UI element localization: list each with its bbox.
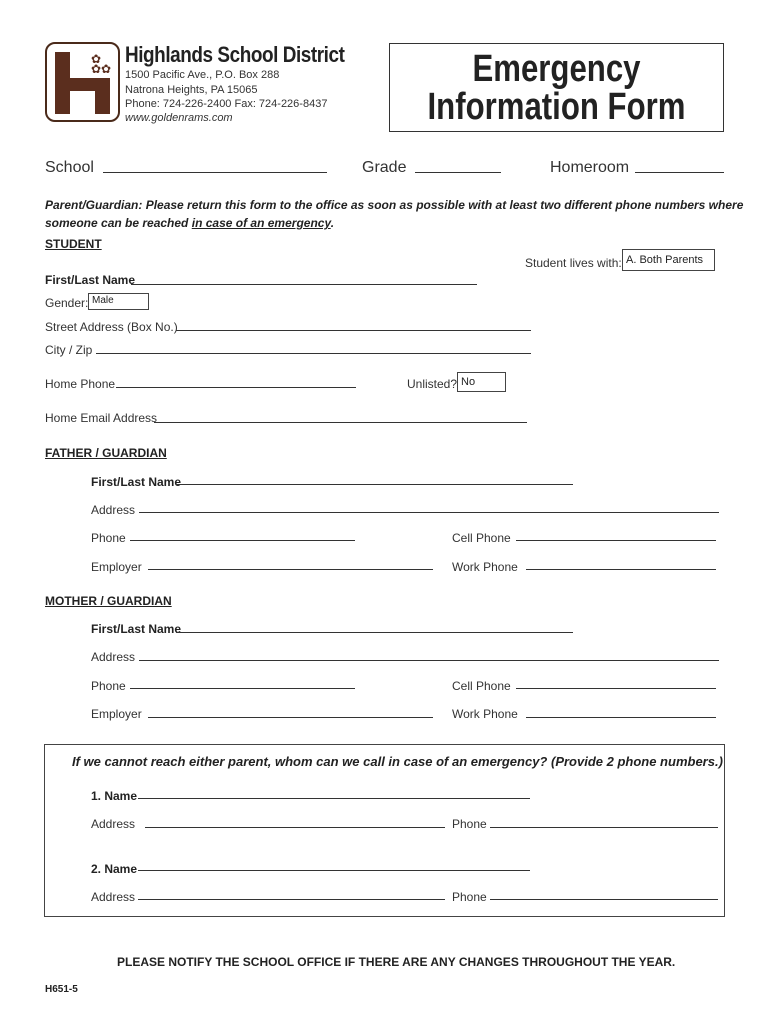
instructions-text: someone can be reached [45, 216, 192, 230]
contact2-phone-field[interactable] [490, 899, 718, 900]
logo-h-right-bar [95, 78, 110, 114]
footer-notice: PLEASE NOTIFY THE SCHOOL OFFICE IF THERE ARE ANY CHANGES THROUGHOUT THE YEAR. [117, 955, 676, 969]
email-label: Home Email Address [45, 411, 158, 425]
contact1-phone-field[interactable] [490, 827, 718, 828]
contact1-name-field[interactable] [138, 798, 530, 799]
mother-address-field[interactable] [139, 660, 719, 661]
form-title-line2: Information Form [427, 86, 686, 128]
logo-flower-icon: ✿ ✿✿ [91, 52, 112, 76]
father-cell-field[interactable] [516, 540, 716, 541]
school-field[interactable] [103, 172, 327, 173]
father-employer-label: Employer [91, 560, 142, 574]
instructions-line1: Parent/Guardian: Please return this form to the office as soon as possible with at least two different phone numbers where [45, 198, 744, 212]
mother-heading: MOTHER / GUARDIAN [45, 594, 172, 608]
student-name-field[interactable] [131, 284, 477, 285]
street-address-label: Street Address (Box No.) [45, 320, 178, 334]
home-phone-field[interactable] [116, 387, 356, 388]
district-name: Highlands School District [125, 42, 345, 67]
mother-employer-label: Employer [91, 707, 142, 721]
school-label: School [45, 159, 94, 176]
gender-select[interactable]: Male [88, 293, 149, 310]
mother-cell-label: Cell Phone [452, 679, 511, 693]
father-cell-label: Cell Phone [452, 531, 511, 545]
mother-work-label: Work Phone [452, 707, 518, 721]
grade-label: Grade [362, 159, 407, 176]
mother-cell-field[interactable] [516, 688, 716, 689]
contact1-address-label: Address [91, 817, 136, 831]
father-address-label: Address [91, 503, 136, 517]
student-name-label: First/Last Name [45, 273, 136, 287]
instructions-emphasis: in case of an emergency [191, 216, 331, 230]
form-code: H651-5 [45, 984, 78, 995]
contact2-phone-label: Phone [452, 890, 487, 904]
mother-phone-label: Phone [91, 679, 126, 693]
contact2-name-label: 2. Name [91, 862, 138, 876]
district-phone-fax: Phone: 724-226-2400 Fax: 724-226-8437 [125, 98, 328, 110]
mother-address-label: Address [91, 650, 136, 664]
father-heading: FATHER / GUARDIAN [45, 446, 167, 460]
homeroom-label: Homeroom [550, 159, 630, 176]
homeroom-field[interactable] [635, 172, 724, 173]
email-field[interactable] [154, 422, 527, 423]
mother-work-field[interactable] [526, 717, 716, 718]
street-address-field[interactable] [176, 330, 531, 331]
emergency-question: If we cannot reach either parent, whom can we call in case of an emergency? (Provide 2 phone numbers.) [72, 754, 723, 769]
mother-employer-field[interactable] [148, 717, 433, 718]
home-phone-label: Home Phone [45, 377, 116, 391]
contact2-address-field[interactable] [138, 899, 445, 900]
father-phone-label: Phone [91, 531, 126, 545]
lives-with-label: Student lives with: [525, 256, 622, 270]
father-name-field[interactable] [176, 484, 573, 485]
father-phone-field[interactable] [130, 540, 355, 541]
instructions-period: . [330, 216, 335, 230]
contact2-name-field[interactable] [138, 870, 530, 871]
district-address-line2: Natrona Heights, PA 15065 [125, 84, 258, 96]
district-logo [45, 42, 120, 122]
mother-phone-field[interactable] [130, 688, 355, 689]
unlisted-label: Unlisted? [407, 377, 458, 391]
contact1-address-field[interactable] [145, 827, 445, 828]
unlisted-select[interactable]: No [457, 372, 506, 392]
contact2-address-label: Address [91, 890, 136, 904]
contact1-phone-label: Phone [452, 817, 487, 831]
father-name-label: First/Last Name [91, 475, 182, 489]
city-zip-field[interactable] [96, 353, 531, 354]
father-address-field[interactable] [139, 512, 719, 513]
gender-label: Gender: [45, 296, 89, 310]
father-work-label: Work Phone [452, 560, 518, 574]
contact1-name-label: 1. Name [91, 789, 138, 803]
instructions-line2 [45, 216, 334, 230]
father-employer-field[interactable] [148, 569, 433, 570]
district-address-line1: 1500 Pacific Ave., P.O. Box 288 [125, 69, 280, 81]
student-heading: STUDENT [45, 237, 102, 251]
emergency-contacts-box [44, 744, 725, 917]
lives-with-select[interactable]: A. Both Parents [622, 249, 715, 271]
mother-name-label: First/Last Name [91, 622, 182, 636]
father-work-field[interactable] [526, 569, 716, 570]
grade-field[interactable] [415, 172, 501, 173]
form-title-line1: Emergency [472, 48, 641, 90]
form-title-box [389, 43, 724, 132]
mother-name-field[interactable] [176, 632, 573, 633]
city-zip-label: City / Zip [45, 343, 93, 357]
district-website: www.goldenrams.com [125, 112, 233, 124]
